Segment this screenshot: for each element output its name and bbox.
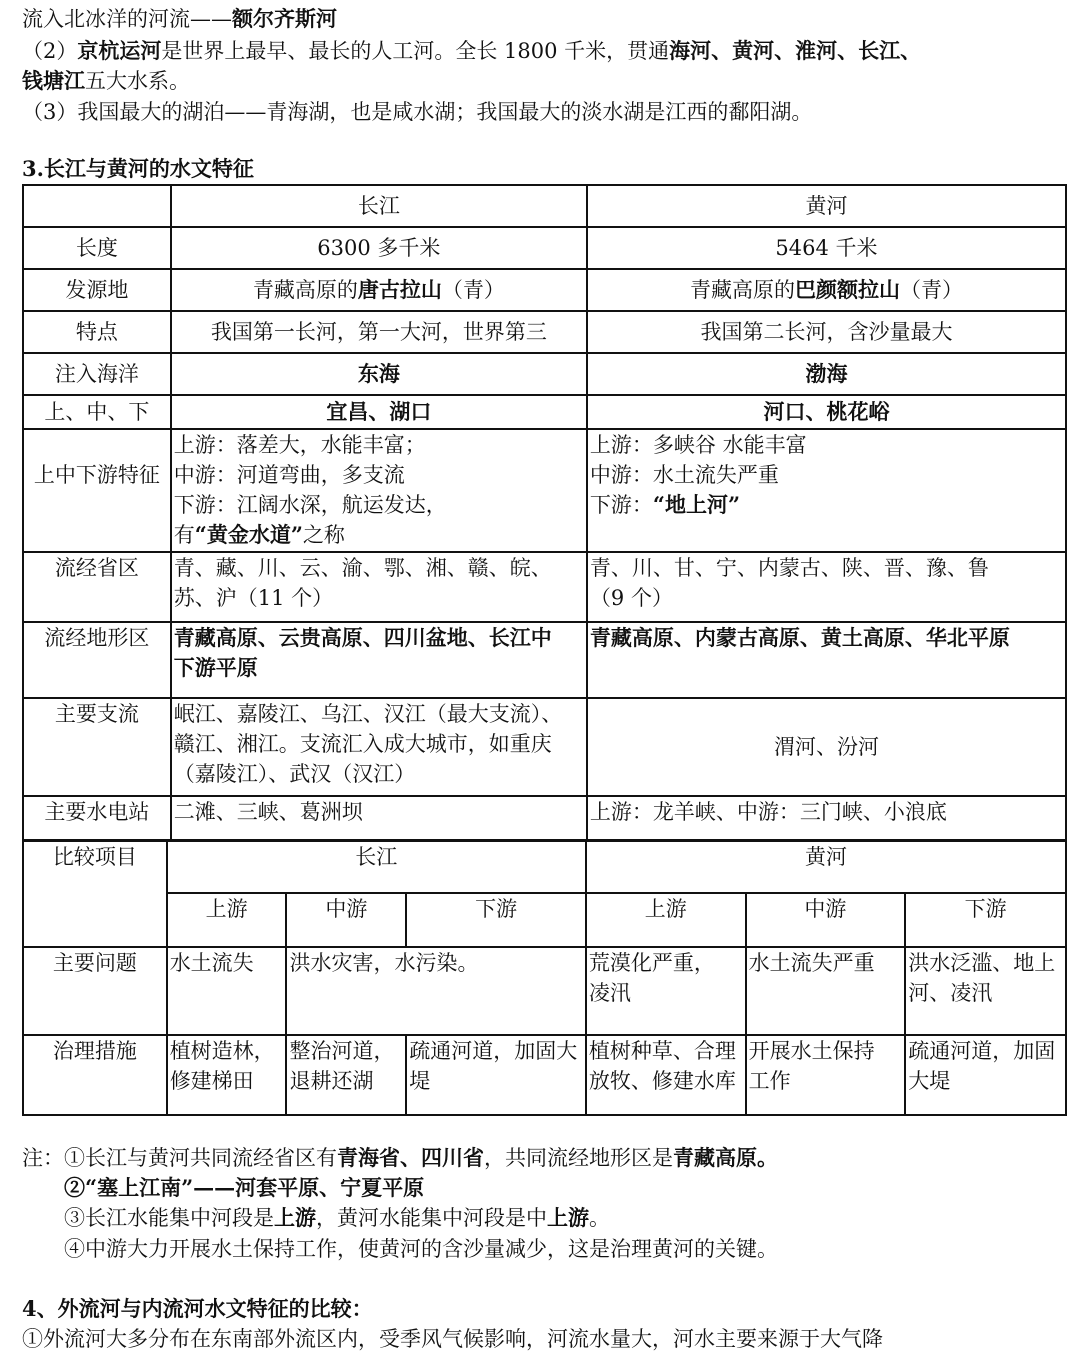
- row-label: 上、中、下: [23, 395, 171, 429]
- text-line: 放牧、修建水库: [588, 1069, 736, 1093]
- cell: [167, 1035, 287, 1115]
- cell: [171, 552, 587, 622]
- cell: [746, 1035, 906, 1115]
- table-row: [23, 947, 1066, 1035]
- cell: [905, 1035, 1066, 1115]
- intro-line-2: （2）京杭运河是世界上最早、最长的人工河。全长 1800 千米，贯通海河、黄河、淮河、长江、: [22, 38, 922, 63]
- note-2: ②“塞上江南”——河套平原、宁夏平原: [64, 1175, 425, 1200]
- cell: 我国第二长河，含沙量最大: [587, 311, 1066, 353]
- compare-label: 比较项目: [23, 841, 167, 947]
- row-label: 主要问题: [23, 947, 167, 1035]
- section4-line-1: ①外流河大多分布在东南部外流区内，受季风气候影响，河流水量大，河水主要来源于大气降: [22, 1327, 883, 1351]
- cell: [586, 1035, 746, 1115]
- row-label: 流经地形区: [23, 622, 171, 698]
- intro-line-4: （3）我国最大的湖泊——青海湖，也是咸水湖；我国最大的淡水湖是江西的鄱阳湖。: [22, 100, 813, 124]
- table-row: [23, 796, 1066, 840]
- table-row: [23, 395, 1066, 429]
- cell: 河口、桃花峪: [587, 395, 1066, 429]
- header-middle: 中游: [286, 893, 406, 947]
- header-yellow: 黄河: [587, 185, 1066, 227]
- cell: 洪水灾害，水污染。: [286, 947, 585, 1035]
- text-line: 青、川、甘、宁、内蒙古、陕、晋、豫、鲁: [589, 556, 989, 580]
- header-empty-cell: [23, 185, 171, 227]
- cell: 东海: [171, 353, 587, 395]
- cell: 上游：龙羊峡、中游：三门峡、小浪底: [587, 796, 1066, 840]
- text-line: 开展水土保持: [748, 1039, 875, 1063]
- text-line: 上游：多峡谷 水能丰富: [589, 433, 807, 457]
- cell: 我国第一长河，第一大河，世界第三: [171, 311, 587, 353]
- text-line: 有“黄金水道”之称: [173, 522, 345, 547]
- text-line: 苏、沪（11 个）: [173, 586, 334, 610]
- cell: [905, 947, 1066, 1035]
- cell: 水土流失严重: [746, 947, 906, 1035]
- header-upper: 上游: [586, 893, 746, 947]
- text-line: 疏通河道，加固大: [409, 1039, 578, 1063]
- cell: [587, 429, 1066, 552]
- table-row: [23, 429, 1066, 552]
- cell: 渭河、汾河: [587, 698, 1066, 796]
- text-line: 河、凌汛: [908, 981, 993, 1005]
- cell: [406, 1035, 586, 1115]
- cell: 渤海: [587, 353, 1066, 395]
- table-row: [23, 552, 1066, 622]
- cell: 5464 千米: [587, 227, 1066, 269]
- text-line: 凌汛: [588, 981, 631, 1005]
- header-yangtze: 长江: [171, 185, 587, 227]
- note-4: ④中游大力开展水土保持工作，使黄河的含沙量减少，这是治理黄河的关键。: [64, 1237, 778, 1261]
- section3-title: 3.长江与黄河的水文特征: [22, 156, 254, 181]
- row-label: 发源地: [23, 269, 171, 311]
- text-line: 青、藏、川、云、渝、鄂、湘、赣、皖、: [173, 556, 552, 580]
- text-line: 退耕还湖: [289, 1069, 374, 1093]
- cell: [586, 947, 746, 1035]
- table-row: [23, 353, 1066, 395]
- text-line: （9 个）: [589, 586, 673, 610]
- table-row: [23, 185, 1066, 227]
- river-management-table: [22, 840, 1067, 1116]
- text-line: 中游：水土流失严重: [589, 463, 779, 487]
- table-row: [23, 841, 1066, 893]
- cell: 二滩、三峡、葛洲坝: [171, 796, 587, 840]
- text-line: 整治河道，: [289, 1039, 395, 1063]
- text-line: 青藏高原、云贵高原、四川盆地、长江中: [173, 625, 552, 650]
- text-line: 植树造林，: [169, 1039, 275, 1063]
- row-label: 治理措施: [23, 1035, 167, 1115]
- table-row: [23, 227, 1066, 269]
- intro-line-1: 流入北冰洋的河流——额尔齐斯河: [22, 6, 337, 31]
- row-label: 上中下游特征: [23, 429, 171, 552]
- table-row: [23, 1035, 1066, 1115]
- river-comparison-table: [22, 184, 1067, 841]
- intro-line-3: 钱塘江五大水系。: [22, 68, 190, 93]
- text-line: 下游平原: [173, 655, 258, 680]
- row-label: 主要水电站: [23, 796, 171, 840]
- row-label: 流经省区: [23, 552, 171, 622]
- header-middle: 中游: [746, 893, 906, 947]
- text-line: 修建梯田: [169, 1069, 254, 1093]
- note-3: ③长江水能集中河段是上游，黄河水能集中河段是中上游。: [64, 1205, 610, 1230]
- row-label: 注入海洋: [23, 353, 171, 395]
- header-lower: 下游: [406, 893, 586, 947]
- table-row: [23, 698, 1066, 796]
- cell: [171, 698, 587, 796]
- row-label: 长度: [23, 227, 171, 269]
- cell: [171, 622, 587, 698]
- header-lower: 下游: [905, 893, 1066, 947]
- text-line: （嘉陵江）、武汉（汉江）: [173, 762, 416, 786]
- note-1: 注：①长江与黄河共同流经省区有青海省、四川省，共同流经地形区是青藏高原。: [22, 1145, 778, 1170]
- table-row: [23, 893, 1066, 947]
- cell: 青藏高原、内蒙古高原、黄土高原、华北平原: [587, 622, 1066, 698]
- table-row: [23, 622, 1066, 698]
- cell: [171, 429, 587, 552]
- header-yellow: 黄河: [586, 841, 1066, 893]
- text-line: 下游：江阔水深，航运发达，: [173, 493, 447, 517]
- text-line: 大堤: [908, 1069, 951, 1093]
- text-line: 工作: [748, 1069, 791, 1093]
- text-line: 洪水泛滥、地上: [908, 951, 1056, 975]
- text-line: 荒漠化严重，: [588, 951, 715, 975]
- text-line: 植树种草、合理: [588, 1039, 736, 1063]
- cell: 青藏高原的巴颜额拉山（青）: [587, 269, 1066, 311]
- text-line: 岷江、嘉陵江、乌江、汉江（最大支流）、: [173, 702, 563, 726]
- cell: [587, 552, 1066, 622]
- row-label: 主要支流: [23, 698, 171, 796]
- text-line: 下游：“地上河”: [589, 492, 741, 517]
- cell: 水土流失: [167, 947, 287, 1035]
- text-line: 上游：落差大，水能丰富；: [173, 433, 426, 457]
- table-row: [23, 269, 1066, 311]
- header-upper: 上游: [167, 893, 287, 947]
- text-line: 堤: [409, 1069, 431, 1093]
- cell: 宜昌、湖口: [171, 395, 587, 429]
- table-row: [23, 311, 1066, 353]
- cell: 6300 多千米: [171, 227, 587, 269]
- cell: 青藏高原的唐古拉山（青）: [171, 269, 587, 311]
- text-line: 赣江、湘江。支流汇入成大城市，如重庆: [173, 732, 552, 756]
- header-yangtze: 长江: [167, 841, 586, 893]
- text-line: 中游：河道弯曲，多支流: [173, 463, 405, 487]
- text-line: 疏通河道，加固: [908, 1039, 1056, 1063]
- section4-title: 4、外流河与内流河水文特征的比较：: [22, 1296, 373, 1321]
- cell: [286, 1035, 406, 1115]
- row-label: 特点: [23, 311, 171, 353]
